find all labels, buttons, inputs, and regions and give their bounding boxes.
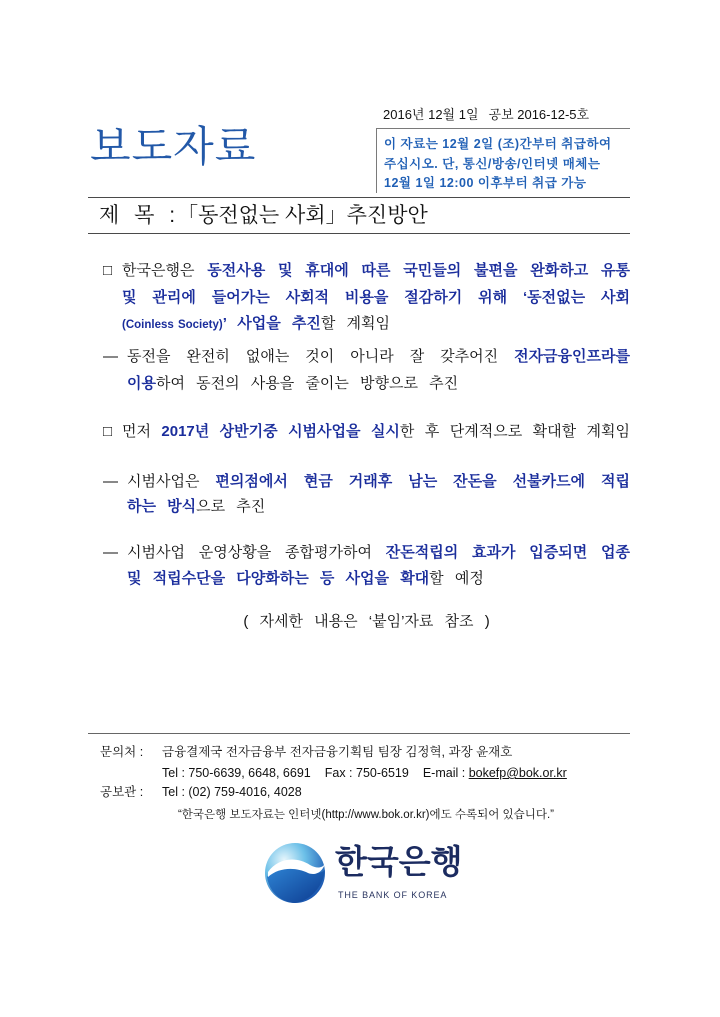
logo-english-name: THE BANK OF KOREA [338,890,448,900]
emphasized-text: 전자금융인프라를 [514,348,630,365]
body-line [122,314,630,334]
body-line [122,422,630,442]
press-office-tel: Tel : (02) 759-4016, 4028 [162,785,302,799]
body-text: 시범사업 운영상황을 종합평가하여 [127,544,386,561]
document-title: 보도자료 [90,123,257,170]
body-line [127,543,630,563]
embargo-line: 주십시오. 단, 통신/방송/인터넷 매체는 [384,156,601,171]
release-number: 공보 2016-12-5호 [488,107,590,122]
embargo-notice [376,129,630,193]
emphasized-english-term: (Coinless Society) [122,319,223,331]
subject-label: 제 목 : [99,204,176,227]
body-text: 먼저 [122,423,162,440]
body-text: 할 예정 [429,570,484,587]
body-text: 한 후 단계적으로 확대할 계획임 [399,423,630,440]
body-text: 동전을 완전히 없애는 것이 아니라 잘 갖추어진 [127,348,515,365]
bank-of-korea-emblem-icon [264,842,326,904]
subject-box [88,197,630,234]
body-line [127,472,630,492]
embargo-line: 12월 1일 12:00 이후부터 취급 가능 [384,176,587,190]
contact-fax: Fax : 750-6519 [324,766,409,780]
website-notice: “한국은행 보도자료는 인터넷(http://www.bok.or.kr)에도 수록되어 있습니다.” [177,809,555,821]
emphasized-text: 편의점에서 현금 거래후 남는 잔돈을 선불카드에 적립 [215,473,630,490]
attachment-reference-note: ( 자세한 내용은 ‘붙임’자료 참조 ) [243,613,490,630]
square-bullet: □ [103,423,113,440]
body-text: 시범사업은 [127,473,216,490]
contact-numbers [162,764,567,782]
emphasized-text: ’ 사업을 추진 [222,315,321,332]
body-text: 하여 동전의 사용을 줄이는 방향으로 추진 [155,375,459,392]
press-office-label: 공보관 : [100,785,144,799]
body-line [127,497,630,517]
email-label: E-mail : [422,766,466,780]
body-text: 할 계획임 [320,315,390,332]
contact-department: 금융결제국 전자금융부 전자금융기획팀 팀장 김정혁, 과장 윤재호 [162,745,513,759]
release-date: 2016년 12월 1일 [383,107,479,122]
square-bullet: □ [103,262,113,279]
emblem-graphic [264,842,326,904]
body-text: 한국은행은 [122,262,208,279]
subject-title: 「동전없는 사회」추진방안 [177,204,428,227]
dash-bullet: — [103,544,118,561]
dash-bullet: — [103,473,118,490]
embargo-line: 이 자료는 12월 2일 (조)간부터 취급하여 [384,137,612,151]
body-line [127,374,630,394]
emphasized-text: 및 관리에 들어가는 사회적 비용을 절감하기 위해 ‘동전없는 사회 [122,289,630,306]
emphasized-text: 하는 방식 [127,498,197,515]
contact-line [100,743,512,761]
email-link[interactable]: bokefp@bok.or.kr [468,766,567,780]
dash-bullet: — [103,348,118,365]
emphasized-text: 잔돈적립의 효과가 입증되면 업종 [385,544,630,561]
body-line [127,569,630,589]
body-line [122,261,630,281]
release-date-line [383,106,589,124]
contact-label: 문의처 : [100,745,144,759]
body-text: 으로 추진 [196,498,266,515]
emphasized-text: 및 적립수단을 다양화하는 등 사업을 확대 [127,570,430,587]
press-office-line [100,783,302,801]
emphasized-text: 동전사용 및 휴대에 따른 국민들의 불편을 완화하고 유통 [207,262,630,279]
body-line [122,288,630,308]
contact-tel: Tel : 750-6639, 6648, 6691 [162,766,311,780]
emphasized-text: 2017년 상반기중 시범사업을 실시 [161,423,400,440]
emphasized-text: 이용 [127,375,156,392]
logo-korean-name: 한국은행 [335,843,463,880]
body-line [127,347,630,367]
footer-rule [88,733,630,734]
